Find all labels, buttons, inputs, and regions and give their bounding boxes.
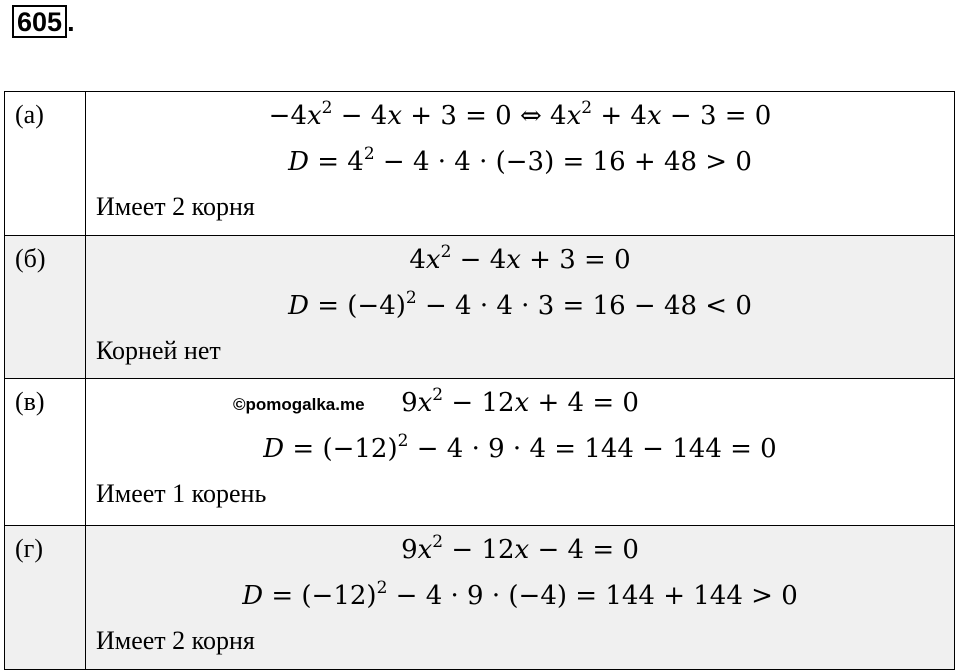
equation-line: $-4x^2 - 4x + 3 = 0$ ⇔ $4x^2 + 4x - 3 = 0$	[268, 98, 772, 131]
discriminant-line: $D = (-4)^2 - 4 \cdot 4 \cdot 3 = 16 - 48 < 0$	[288, 288, 752, 321]
row-label: (в)	[5, 379, 86, 526]
row-label: (б)	[5, 236, 86, 379]
problem-number-box: 605	[12, 5, 67, 38]
conclusion-text: Имеет 2 корня	[96, 626, 255, 655]
discriminant-line: $D = 4^2 - 4 \cdot 4 \cdot (-3) = 16 + 48 > 0$	[288, 144, 752, 177]
row-content	[86, 379, 955, 526]
row-content	[86, 92, 955, 236]
solution-table	[4, 91, 955, 670]
conclusion-text: Имеет 1 корень	[96, 479, 267, 508]
row-label: (а)	[5, 92, 86, 236]
discriminant-line: $D = (-12)^2 - 4 \cdot 9 \cdot (-4) = 144 + 144 > 0$	[242, 578, 798, 611]
problem-number	[12, 5, 75, 38]
equation-line: $4x^2 - 4x + 3 = 0$	[409, 242, 631, 275]
table-row	[5, 236, 955, 379]
table-row	[5, 92, 955, 236]
table-row	[5, 379, 955, 526]
watermark: ©pomogalka.me	[233, 395, 365, 414]
problem-number-dot: .	[67, 7, 75, 37]
equation-line: $9x^2 - 12x - 4 = 0$	[401, 532, 639, 565]
discriminant-line: $D = (-12)^2 - 4 \cdot 9 \cdot 4 = 144 - 144 = 0$	[263, 431, 777, 464]
row-label: (г)	[5, 526, 86, 670]
equation-line: $9x^2 - 12x + 4 = 0$	[401, 385, 639, 418]
conclusion-text: Имеет 2 корня	[96, 192, 255, 221]
conclusion-text: Корней нет	[96, 336, 221, 365]
row-content	[86, 236, 955, 379]
